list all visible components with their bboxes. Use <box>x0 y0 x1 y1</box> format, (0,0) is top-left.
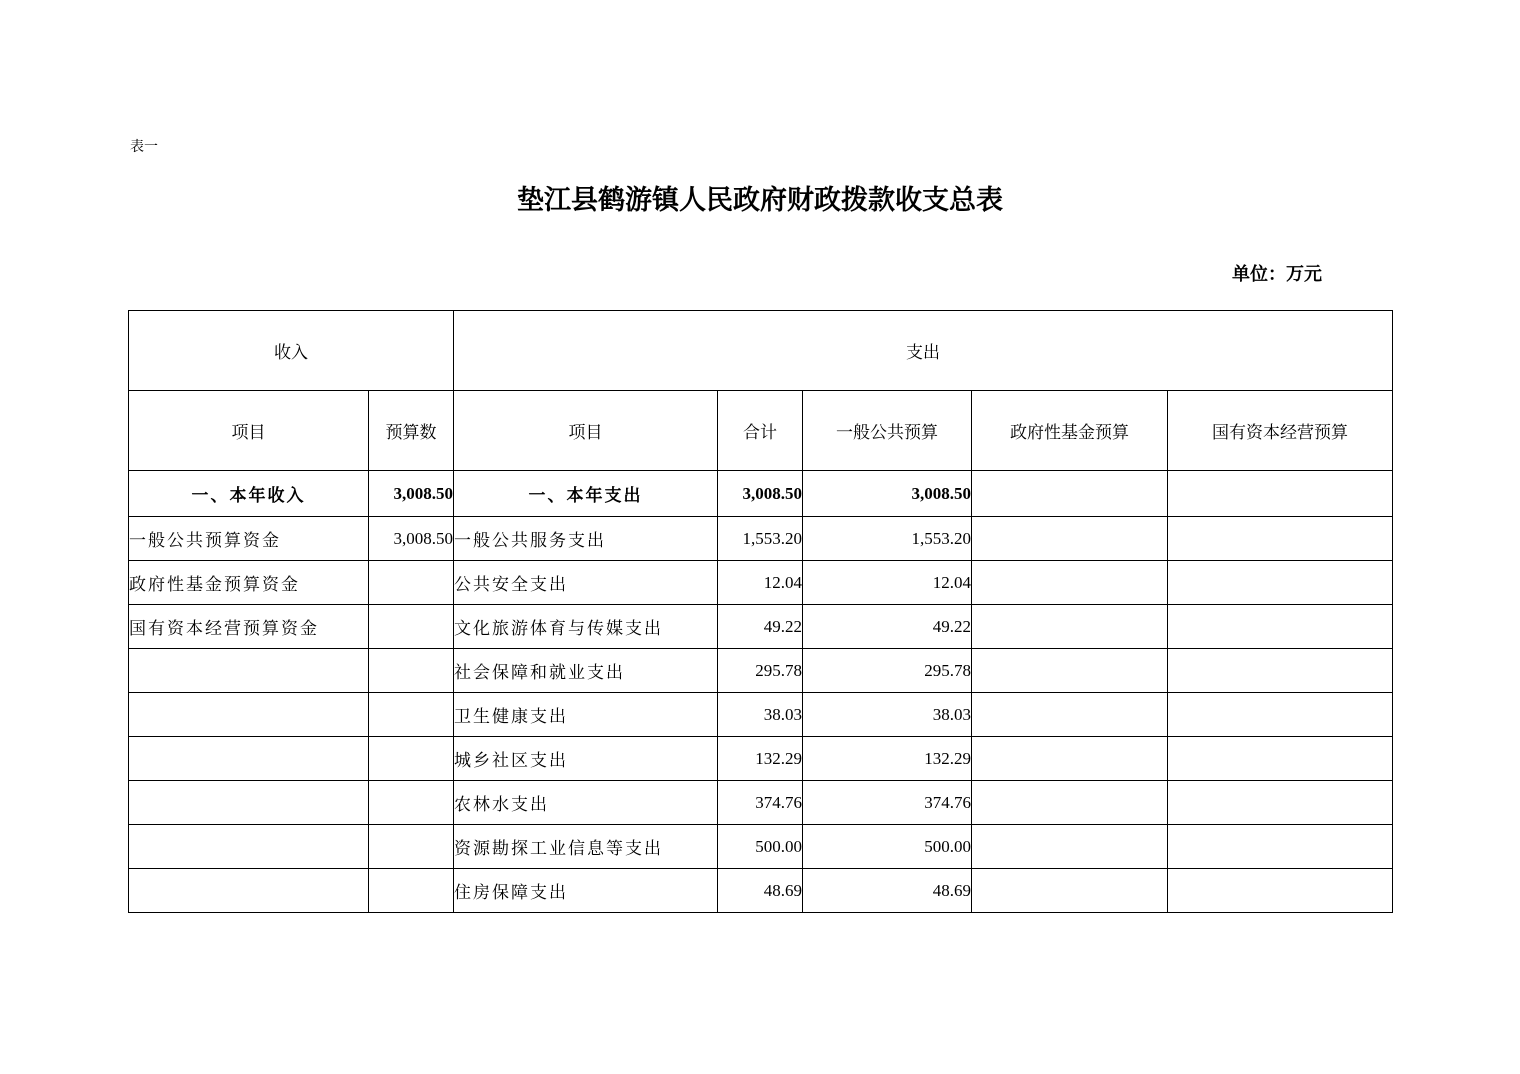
expense-state-capital-budget <box>1168 781 1393 825</box>
expense-total: 132.29 <box>718 737 803 781</box>
total-general-budget: 3,008.50 <box>803 471 972 517</box>
expense-state-capital-budget <box>1168 517 1393 561</box>
expense-general-budget: 12.04 <box>803 561 972 605</box>
expense-total: 1,553.20 <box>718 517 803 561</box>
income-item <box>129 649 369 693</box>
expense-item: 一般公共服务支出 <box>454 517 718 561</box>
expense-gov-fund-budget <box>972 825 1168 869</box>
expense-general-budget: 38.03 <box>803 693 972 737</box>
expense-general-budget: 374.76 <box>803 781 972 825</box>
expense-general-budget: 49.22 <box>803 605 972 649</box>
income-budget <box>369 561 454 605</box>
expense-general-budget: 48.69 <box>803 869 972 913</box>
total-row <box>129 471 1393 517</box>
expense-general-budget: 500.00 <box>803 825 972 869</box>
budget-table <box>128 310 1393 913</box>
income-budget <box>369 649 454 693</box>
expense-gov-fund-budget <box>972 649 1168 693</box>
expense-state-capital-budget <box>1168 693 1393 737</box>
expense-item: 社会保障和就业支出 <box>454 649 718 693</box>
income-item: 政府性基金预算资金 <box>129 561 369 605</box>
expense-gov-fund-budget <box>972 561 1168 605</box>
table-row <box>129 781 1393 825</box>
budget-table-body <box>129 311 1393 913</box>
income-budget <box>369 737 454 781</box>
expense-general-budget: 295.78 <box>803 649 972 693</box>
expense-state-capital-budget <box>1168 737 1393 781</box>
table-label: 表一 <box>130 139 158 155</box>
income-group-header: 收入 <box>129 311 454 391</box>
table-row <box>129 869 1393 913</box>
income-budget <box>369 869 454 913</box>
document-title: 垫江县鹤游镇人民政府财政拨款收支总表 <box>517 185 1003 216</box>
table-row <box>129 693 1393 737</box>
expense-total: 374.76 <box>718 781 803 825</box>
expense-total: 49.22 <box>718 605 803 649</box>
expense-state-capital-budget <box>1168 561 1393 605</box>
table-row <box>129 561 1393 605</box>
income-item <box>129 825 369 869</box>
expense-total: 500.00 <box>718 825 803 869</box>
total-total: 3,008.50 <box>718 471 803 517</box>
total-gov-fund-budget <box>972 471 1168 517</box>
table-row <box>129 737 1393 781</box>
total-income-item: 一、本年收入 <box>129 471 369 517</box>
col-general-budget: 一般公共预算 <box>803 391 972 471</box>
income-budget <box>369 693 454 737</box>
expense-gov-fund-budget <box>972 517 1168 561</box>
income-item <box>129 737 369 781</box>
income-item <box>129 869 369 913</box>
income-budget: 3,008.50 <box>369 517 454 561</box>
total-income-budget: 3,008.50 <box>369 471 454 517</box>
income-budget <box>369 605 454 649</box>
expense-total: 295.78 <box>718 649 803 693</box>
expense-gov-fund-budget <box>972 737 1168 781</box>
expense-item: 住房保障支出 <box>454 869 718 913</box>
expense-total: 48.69 <box>718 869 803 913</box>
expense-total: 12.04 <box>718 561 803 605</box>
expense-item: 卫生健康支出 <box>454 693 718 737</box>
expense-general-budget: 132.29 <box>803 737 972 781</box>
expense-gov-fund-budget <box>972 781 1168 825</box>
group-header-row <box>129 311 1393 391</box>
table-row <box>129 605 1393 649</box>
expense-state-capital-budget <box>1168 605 1393 649</box>
total-state-capital-budget <box>1168 471 1393 517</box>
expense-gov-fund-budget <box>972 869 1168 913</box>
expense-gov-fund-budget <box>972 605 1168 649</box>
expense-group-header: 支出 <box>454 311 1393 391</box>
expense-total: 38.03 <box>718 693 803 737</box>
expense-item: 资源勘探工业信息等支出 <box>454 825 718 869</box>
col-expense-item: 项目 <box>454 391 718 471</box>
col-total: 合计 <box>718 391 803 471</box>
income-budget <box>369 781 454 825</box>
column-header-row <box>129 391 1393 471</box>
unit-label: 单位：万元 <box>1232 264 1322 285</box>
income-item: 一般公共预算资金 <box>129 517 369 561</box>
income-item: 国有资本经营预算资金 <box>129 605 369 649</box>
income-item <box>129 781 369 825</box>
total-expense-item: 一、本年支出 <box>454 471 718 517</box>
col-income-item: 项目 <box>129 391 369 471</box>
income-item <box>129 693 369 737</box>
col-state-capital-budget: 国有资本经营预算 <box>1168 391 1393 471</box>
expense-state-capital-budget <box>1168 825 1393 869</box>
expense-general-budget: 1,553.20 <box>803 517 972 561</box>
table-row <box>129 649 1393 693</box>
col-income-budget: 预算数 <box>369 391 454 471</box>
expense-item: 文化旅游体育与传媒支出 <box>454 605 718 649</box>
expense-item: 城乡社区支出 <box>454 737 718 781</box>
col-gov-fund-budget: 政府性基金预算 <box>972 391 1168 471</box>
expense-item: 公共安全支出 <box>454 561 718 605</box>
expense-state-capital-budget <box>1168 869 1393 913</box>
expense-state-capital-budget <box>1168 649 1393 693</box>
expense-item: 农林水支出 <box>454 781 718 825</box>
expense-gov-fund-budget <box>972 693 1168 737</box>
table-row <box>129 825 1393 869</box>
income-budget <box>369 825 454 869</box>
table-row <box>129 517 1393 561</box>
